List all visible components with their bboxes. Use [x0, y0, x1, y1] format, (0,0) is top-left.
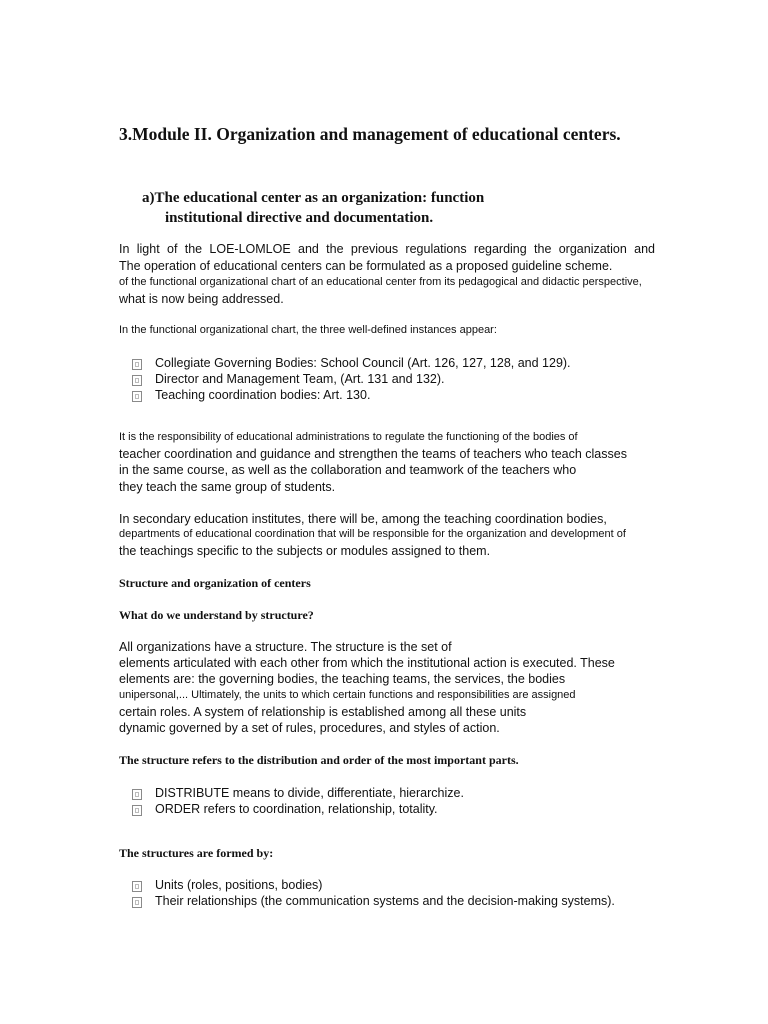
section-subheading-line1: a)The educational center as an organization: function: [142, 190, 485, 206]
missing-glyph-box-icon: [132, 375, 142, 386]
responsibility-line-2: teacher coordination and guidance and strengthen the teams of teachers who teach classes: [119, 447, 627, 461]
structure-line-6: dynamic governed by a set of rules, procedures, and styles of action.: [119, 721, 500, 735]
responsibility-line-1: It is the responsibility of educational administrations to regulate the functioning of the bodies of: [119, 431, 578, 443]
missing-glyph-box-icon: [132, 391, 142, 402]
missing-glyph-box-icon: [132, 881, 142, 892]
instance-item-3: Teaching coordination bodies: Art. 130.: [155, 388, 371, 402]
structure-line-4: unipersonal,... Ultimately, the units to which certain functions and responsibilities are assigned: [119, 689, 576, 701]
missing-glyph-box-icon: [132, 789, 142, 800]
formed-item-2: Their relationships (the communication systems and the decision-making systems).: [155, 894, 615, 908]
instance-item-1: Collegiate Governing Bodies: School Council (Art. 126, 127, 128, and 129).: [155, 356, 571, 370]
formed-item-1: Units (roles, positions, bodies): [155, 878, 323, 892]
structure-line-5: certain roles. A system of relationship is established among all these units: [119, 705, 527, 719]
missing-glyph-box-icon: [132, 897, 142, 908]
missing-glyph-box-icon: [132, 805, 142, 816]
intro-line-1: In light of the LOE-LOMLOE and the previous regulations regarding the organization and: [119, 242, 655, 256]
structure-line-1: All organizations have a structure. The structure is the set of: [119, 640, 452, 654]
intro-line-2: The operation of educational centers can be formulated as a proposed guideline scheme.: [119, 259, 613, 273]
formed-heading: The structures are formed by:: [119, 846, 274, 860]
structure-line-3: elements are: the governing bodies, the teaching teams, the services, the bodies: [119, 672, 566, 686]
distribution-item-2: ORDER refers to coordination, relationship, totality.: [155, 802, 438, 816]
instance-item-2: Director and Management Team, (Art. 131 and 132).: [155, 372, 445, 386]
distribution-item-1: DISTRIBUTE means to divide, differentiate, hierarchize.: [155, 786, 464, 800]
instances-intro: In the functional organizational chart, the three well-defined instances appear:: [119, 324, 497, 336]
distribution-heading: The structure refers to the distribution and order of the most important parts.: [119, 753, 519, 767]
secondary-line-1: In secondary education institutes, there will be, among the teaching coordination bodies,: [119, 512, 607, 526]
missing-glyph-box-icon: [132, 359, 142, 370]
responsibility-line-3: in the same course, as well as the collaboration and teamwork of the teachers who: [119, 463, 577, 477]
intro-line-3: of the functional organizational chart of an educational center from its pedagogical and didactic perspective,: [119, 276, 642, 288]
structure-line-2: elements articulated with each other from which the institutional action is executed. These: [119, 656, 615, 670]
secondary-line-3: the teachings specific to the subjects or modules assigned to them.: [119, 544, 491, 558]
secondary-line-2: departments of educational coordination that will be responsible for the organization and development of: [119, 528, 626, 540]
section-subheading-line2: institutional directive and documentation.: [165, 210, 434, 226]
structure-question: What do we understand by structure?: [119, 608, 314, 622]
intro-line-4: what is now being addressed.: [119, 292, 284, 306]
structure-heading: Structure and organization of centers: [119, 576, 311, 590]
responsibility-line-4: they teach the same group of students.: [119, 480, 336, 494]
module-heading: 3.Module II. Organization and management of educational centers.: [119, 124, 621, 144]
